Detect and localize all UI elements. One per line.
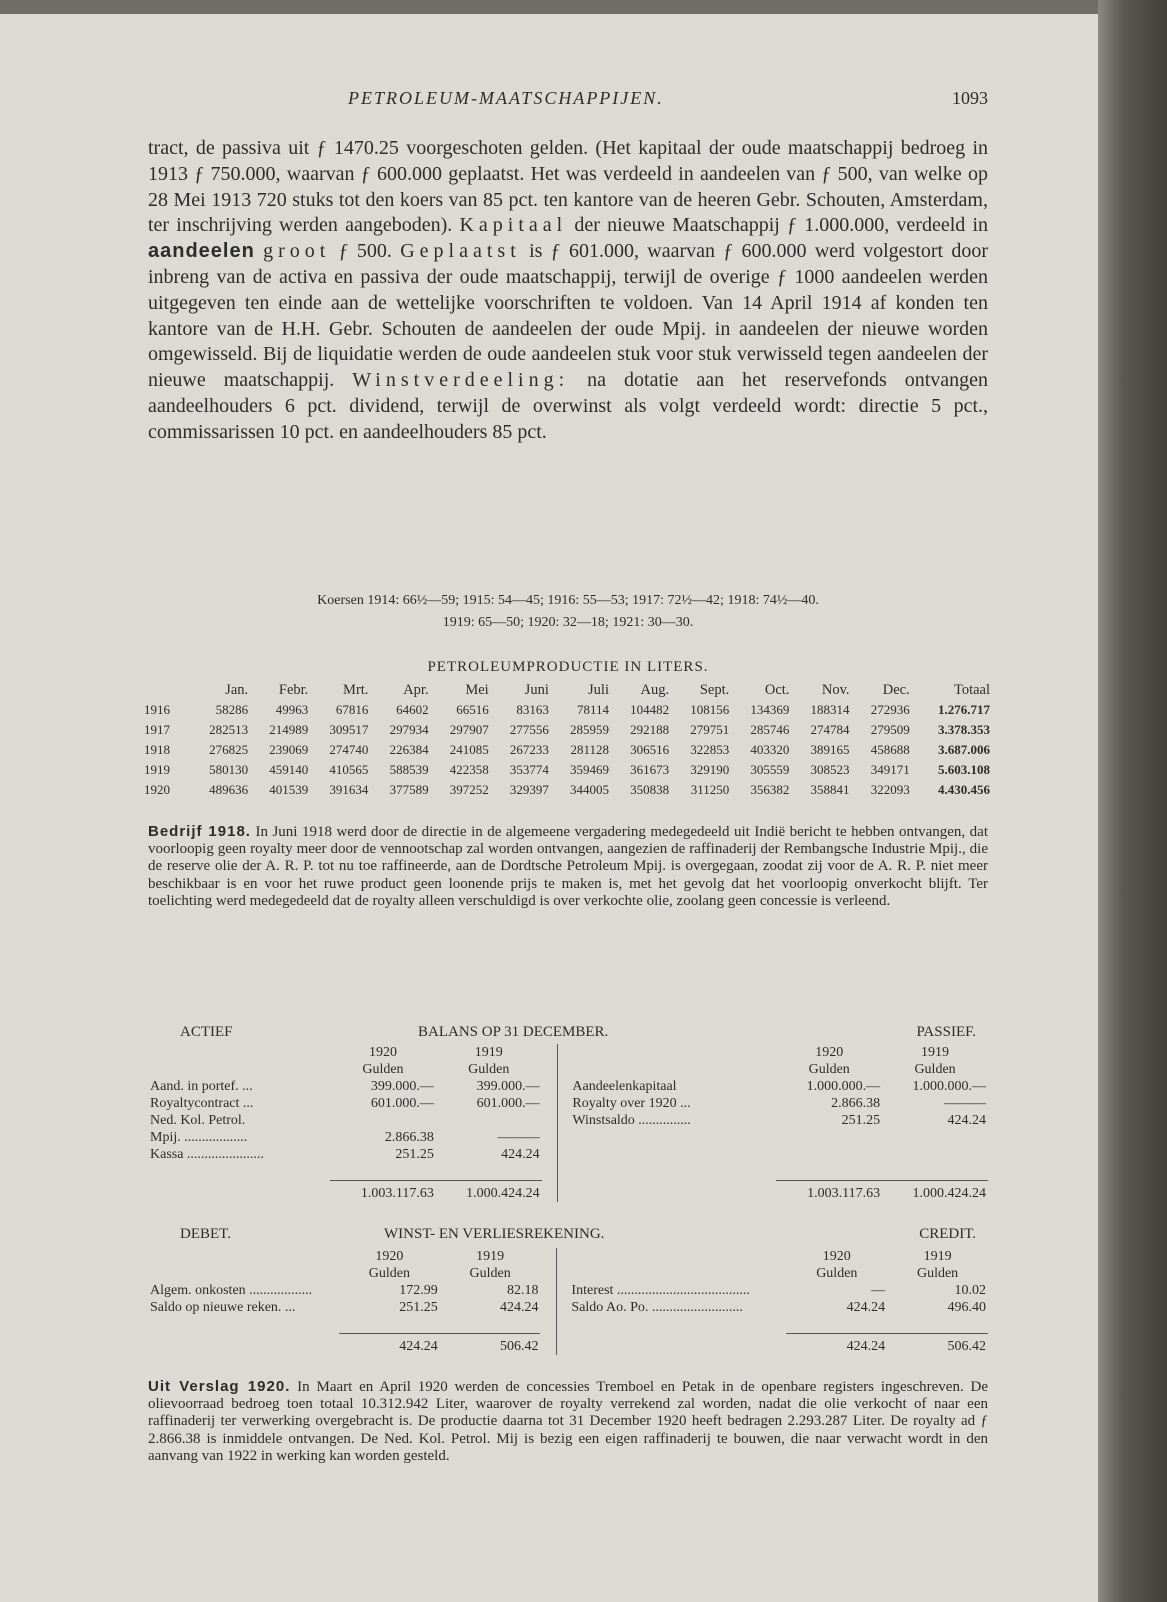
page-top-edge xyxy=(0,0,1098,14)
balans-gap xyxy=(558,1181,571,1203)
production-value: 349171 xyxy=(870,762,910,777)
winst-right-label: Saldo Ao. Po. .......................... xyxy=(571,1299,743,1315)
winst-spacer-cell xyxy=(569,1316,786,1334)
production-col-header: Apr. xyxy=(403,681,429,698)
intro-text-1: tract, de passiva uit ƒ 1470.25 voorgeschoten gelden. (Het kapitaal der oude maatschappij bedroeg in 1913 ƒ 750.000, waarvan ƒ 600.000 geplaatst. Het was verdeeld in aandeelen van ƒ 500, van welke op 28 Mei 1913 720 stuks tot den koers van 85 pct. ten kantore van de heeren Gebr. Schouten, Amsterdam, ter inschrijving werden aangeboden). xyxy=(148,137,988,237)
production-value: 214989 xyxy=(269,722,309,737)
production-col-header: Sept. xyxy=(699,681,730,698)
winst-gap xyxy=(557,1334,570,1356)
balans-year-row xyxy=(148,1044,988,1061)
winst-gap xyxy=(557,1282,570,1299)
production-value: 3.687.006 xyxy=(938,742,990,757)
winst-right-unit-1919: Gulden xyxy=(916,1265,959,1281)
winst-right-total-1920: 424.24 xyxy=(786,1334,887,1356)
winst-credit-label: CREDIT. xyxy=(919,1226,976,1242)
winst-left-label: Algem. onkosten .................. xyxy=(150,1282,313,1298)
balans-left-1919: 424.24 xyxy=(501,1146,540,1162)
production-value: 3.378.353 xyxy=(938,722,990,737)
balans-right-1919: ——— xyxy=(944,1095,986,1111)
balans-gap xyxy=(558,1078,571,1095)
winst-left-total-1919: 506.42 xyxy=(440,1334,541,1356)
production-value: 292188 xyxy=(630,722,670,737)
balans-spacer-cell xyxy=(330,1163,436,1181)
production-value: 104482 xyxy=(630,702,670,717)
balans-heading xyxy=(148,1024,988,1044)
production-value: 403320 xyxy=(750,742,790,757)
balans-right-label: Winstsaldo ............... xyxy=(572,1112,691,1128)
winst-debet-label: DEBET. xyxy=(180,1226,231,1242)
production-col-header: Mrt. xyxy=(343,681,369,698)
production-value: 389165 xyxy=(810,742,850,757)
winst-year-row xyxy=(148,1248,988,1265)
balans-left-unit-1920: Gulden xyxy=(362,1061,404,1077)
production-value: 274740 xyxy=(329,742,369,757)
production-value: 297907 xyxy=(449,722,489,737)
winst-left-1920: 172.99 xyxy=(399,1282,438,1298)
intro-text-5: na dotatie aan het reservefonds ontvangen aandeelhouders 6 pct. dividend, terwijl de overwinst als volgt verdeeld wordt: directie 5 pct., commissarissen 10 pct. en aandeelhouders 85 pct. xyxy=(148,369,989,443)
balans-right-label: Aandeelenkapitaal xyxy=(572,1078,677,1094)
production-value: 361673 xyxy=(630,762,670,777)
production-value: 306516 xyxy=(630,742,670,757)
balans-left-unit-1919: Gulden xyxy=(468,1061,510,1077)
balans-left-year-1919: 1919 xyxy=(474,1044,503,1060)
balans-right-total-1920: 1.003.117.63 xyxy=(776,1181,882,1203)
balans-right-1920: 251.25 xyxy=(841,1112,881,1128)
production-col-header: Jan. xyxy=(225,681,249,698)
winst-divider xyxy=(540,1299,556,1316)
geplaatst-label: Geplaatst xyxy=(400,240,521,263)
production-year: 1918 xyxy=(144,742,170,757)
balans-row xyxy=(148,1095,988,1112)
production-value: 241085 xyxy=(449,742,489,757)
winst-right-1920: 424.24 xyxy=(846,1299,886,1315)
production-value: 108156 xyxy=(690,702,730,717)
production-col-header: Febr. xyxy=(278,681,309,698)
balans-gap xyxy=(558,1163,571,1181)
production-year: 1920 xyxy=(144,782,170,797)
production-value: 1.276.717 xyxy=(938,702,990,717)
intro-paragraph xyxy=(148,136,988,446)
balans-actief-label: ACTIEF xyxy=(180,1024,233,1040)
production-value: 311250 xyxy=(690,782,730,797)
balans-right-1920: 1.000.000.— xyxy=(806,1078,881,1094)
production-value: 285746 xyxy=(750,722,790,737)
winst-left-year-1919: 1919 xyxy=(476,1248,505,1264)
balans-left-1920 xyxy=(330,1112,436,1129)
production-value: 308523 xyxy=(810,762,850,777)
winst-right-label: Interest ...................................... xyxy=(571,1282,750,1298)
winst-right-1919: 496.40 xyxy=(947,1299,986,1315)
balans-left-label: Aand. in portef. ... xyxy=(150,1078,253,1094)
balans-empty-cell xyxy=(776,1129,882,1146)
winst-gap xyxy=(557,1299,570,1316)
production-value: 401539 xyxy=(269,782,309,797)
production-year: 1916 xyxy=(144,702,170,717)
production-value: 329397 xyxy=(509,782,549,797)
production-value: 83163 xyxy=(516,702,549,717)
production-col-header: Totaal xyxy=(953,681,990,698)
production-value: 279509 xyxy=(870,722,910,737)
production-year: 1917 xyxy=(144,722,170,737)
winst-left-1919: 424.24 xyxy=(499,1299,539,1315)
production-value: 391634 xyxy=(329,782,369,797)
balans-left-total-1919: 1.000.424.24 xyxy=(436,1181,542,1203)
production-value: 78114 xyxy=(576,702,609,717)
balans-left-1920: 2.866.38 xyxy=(384,1129,434,1145)
balans-title: BALANS OP 31 DECEMBER. xyxy=(418,1024,609,1040)
intro-text-4: is ƒ 601.000, waarvan ƒ 600.000 werd volgestort door inbreng van de activa en passiva der oude maatschappij, terwijl de overige ƒ 1000 aandeelen werden uitgegeven ten einde aan de wettelijke voorschriften te voldoen. Van 14 April 1914 af konden ten kantore van de H.H. Gebr. Schouten de aandeelen der oude Mpij. in aandeelen der nieuwe worden omgewisseld. Bij de liquidatie werden de oude aandeelen stuk voor stuk verwisseld tegen aandeelen der nieuwe maatschappij. xyxy=(148,240,989,392)
balans-right-year-1919: 1919 xyxy=(921,1044,950,1060)
production-title: PETROLEUMPRODUCTIE IN LITERS. xyxy=(427,659,709,675)
production-value: 329190 xyxy=(690,762,730,777)
winst-spacer-cell xyxy=(786,1316,887,1334)
balans-right-label: Royalty over 1920 ... xyxy=(572,1095,691,1111)
production-header-row xyxy=(144,680,990,700)
koersen-block xyxy=(148,590,988,634)
winst-right-1920: — xyxy=(871,1282,886,1298)
production-value: 377589 xyxy=(389,782,429,797)
production-col-header: Dec. xyxy=(882,681,910,698)
winst-heading xyxy=(148,1226,988,1246)
balans-spacer-cell xyxy=(570,1163,776,1181)
winst-right-1919: 10.02 xyxy=(954,1282,986,1298)
balans-right-unit-1920: Gulden xyxy=(808,1061,850,1077)
winst-left-total-1920: 424.24 xyxy=(339,1334,440,1356)
winst-gap xyxy=(557,1316,570,1334)
balans-right-unit-1919: Gulden xyxy=(914,1061,956,1077)
balans-table xyxy=(148,1044,988,1202)
balans-total-blank xyxy=(570,1181,776,1203)
balans-row xyxy=(148,1078,988,1095)
balans-empty-cell xyxy=(570,1146,776,1163)
winst-row xyxy=(148,1299,988,1316)
balans-spacer-row xyxy=(148,1163,988,1181)
balans-spacer-cell xyxy=(148,1163,330,1181)
winst-divider xyxy=(540,1334,556,1356)
production-col-header: Juli xyxy=(588,681,609,698)
balans-spacer-cell xyxy=(882,1163,988,1181)
balans-left-1919: 399.000.— xyxy=(476,1078,540,1094)
production-col-header: Oct. xyxy=(764,681,790,698)
production-value: 305559 xyxy=(750,762,790,777)
bedrijf-label: Bedrijf 1918. xyxy=(148,823,251,840)
winstverdeeling-label: Winstverdeeling: xyxy=(352,369,570,392)
balans-left-1919: ——— xyxy=(497,1129,540,1145)
production-value: 276825 xyxy=(209,742,249,757)
production-value: 5.603.108 xyxy=(938,762,990,777)
bedrijf-text: In Juni 1918 werd door de directie in de algemeene vergadering medegedeeld uit Indië bericht te hebben ontvangen, dat voorloopig geen royalty meer door de vennootschap zal worden ontvangen, aangezien de raffinaderij der Rembangsche Industrie Mpij., die de reserve olie der A. R. P. tot nu toe raffineerde, aan de Dordtsche Petroleum Mpij. is overgegaan, zoodat zij voor de A. R. P. niet meer beschikbaar is en voor het ruwe product geen loonende prijs te maken is, met het gevolg dat het voorloopig onverkocht blijft. Ter toelichting werd medegedeeld dat de royalty alleen verschuldigd is over verkochte olie, zoolang geen concessie is verleend. xyxy=(148,824,988,909)
production-value: 309517 xyxy=(329,722,369,737)
winst-right-year-1919: 1919 xyxy=(923,1248,952,1264)
balans-left-total-1920: 1.003.117.63 xyxy=(330,1181,436,1203)
balans-row xyxy=(148,1129,988,1146)
balans-divider xyxy=(542,1112,558,1129)
running-header xyxy=(148,88,988,114)
koersen-line-1: Koersen 1914: 66½—59; 1915: 54—45; 1916: 55—53; 1917: 72½—42; 1918: 74½—40. xyxy=(317,593,819,608)
production-value: 49963 xyxy=(275,702,309,717)
balans-right-1919: 424.24 xyxy=(947,1112,986,1128)
production-value: 489636 xyxy=(209,782,249,797)
aandeelen-label: aandeelen xyxy=(148,240,255,263)
production-value: 410565 xyxy=(329,762,369,777)
winst-table xyxy=(148,1248,988,1355)
winst-divider xyxy=(540,1316,556,1334)
balans-spacer-cell xyxy=(776,1163,882,1181)
winst-row xyxy=(148,1282,988,1299)
winst-spacer-cell xyxy=(887,1316,988,1334)
balans-divider xyxy=(542,1095,558,1112)
winst-left-year-1920: 1920 xyxy=(375,1248,404,1264)
intro-text-3: ƒ 500. xyxy=(338,240,392,263)
production-row xyxy=(144,740,990,760)
verslag-text: In Maart en April 1920 werden de concessies Tremboel en Petak in de openbare registers ingeschreven. De olievoorraad bedroeg toen totaal 10.312.942 Liter, waarover de royalty verrekend zal worden, nadat die olie verkocht of naar een raffinaderij ter verwerking overgebracht is. De productie daarna tot 31 December 1920 heeft bedragen 2.293.287 Liter. De royalty ad ƒ 2.866.38 is inmiddele ontvangen. De Ned. Kol. Petrol. Mij is bezig een eigen raffinaderij te bouwen, die naar verwacht wordt in den aanvang van 1922 in werking kan worden gesteld. xyxy=(148,1379,988,1464)
production-corner-cell xyxy=(144,680,188,700)
balans-divider xyxy=(542,1181,558,1203)
production-value: 58286 xyxy=(215,702,249,717)
groot-label: groot xyxy=(263,240,331,263)
production-row xyxy=(144,720,990,740)
balans-right-total-1919: 1.000.424.24 xyxy=(882,1181,988,1203)
winst-left-label: Saldo op nieuwe reken. ... xyxy=(150,1299,296,1315)
production-value: 459140 xyxy=(269,762,309,777)
balans-left-label: Royaltycontract ... xyxy=(150,1095,254,1111)
production-value: 356382 xyxy=(750,782,790,797)
production-value: 281128 xyxy=(570,742,609,757)
production-year: 1919 xyxy=(144,762,170,777)
balans-left-1919 xyxy=(436,1112,542,1129)
balans-divider xyxy=(542,1129,558,1146)
winst-right-total-1919: 506.42 xyxy=(887,1334,988,1356)
verslag-1920-paragraph xyxy=(148,1378,988,1465)
winst-spacer-cell xyxy=(440,1316,541,1334)
winst-left-unit-1920: Gulden xyxy=(368,1265,410,1281)
production-value: 322853 xyxy=(690,742,730,757)
production-value: 272936 xyxy=(870,702,910,717)
page-number: 1093 xyxy=(952,88,988,108)
production-row xyxy=(144,760,990,780)
production-value: 188314 xyxy=(810,702,850,717)
production-value: 588539 xyxy=(389,762,429,777)
production-col-header: Mei xyxy=(465,681,489,698)
winst-spacer-cell xyxy=(339,1316,440,1334)
production-col-header: Aug. xyxy=(640,681,670,698)
running-title: PETROLEUM-MAATSCHAPPIJEN. xyxy=(348,88,664,108)
balans-gap xyxy=(558,1112,571,1129)
production-value: 397252 xyxy=(449,782,489,797)
production-value: 226384 xyxy=(389,742,429,757)
balans-left-1920: 601.000.— xyxy=(370,1095,434,1111)
koersen-line-2: 1919: 65—50; 1920: 32—18; 1921: 30—30. xyxy=(442,615,694,630)
balans-spacer-cell xyxy=(436,1163,542,1181)
production-table xyxy=(144,680,990,800)
production-value: 267233 xyxy=(509,742,549,757)
balans-left-1920: 251.25 xyxy=(395,1146,434,1162)
kapitaal-label: Kapitaal xyxy=(459,214,568,237)
balans-total-row xyxy=(148,1181,988,1203)
production-value: 344005 xyxy=(569,782,609,797)
production-value: 422358 xyxy=(449,762,489,777)
production-value: 353774 xyxy=(509,762,549,777)
balans-left-label: Ned. Kol. Petrol. xyxy=(150,1112,246,1128)
balans-gap xyxy=(558,1146,571,1163)
balans-left-label: Kassa ...................... xyxy=(150,1146,264,1162)
balans-right-1919: 1.000.000.— xyxy=(912,1078,986,1094)
winst-left-1919: 82.18 xyxy=(506,1282,539,1298)
production-value: 277556 xyxy=(509,722,549,737)
production-value: 297934 xyxy=(389,722,429,737)
production-value: 274784 xyxy=(810,722,850,737)
balans-divider xyxy=(542,1146,558,1163)
production-value: 285959 xyxy=(569,722,609,737)
production-row xyxy=(144,700,990,720)
winst-total-row xyxy=(148,1334,988,1356)
balans-gap xyxy=(558,1095,571,1112)
production-value: 4.430.456 xyxy=(938,782,990,797)
production-value: 458688 xyxy=(870,742,910,757)
balans-divider xyxy=(542,1078,558,1095)
winst-left-unit-1919: Gulden xyxy=(469,1265,511,1281)
production-value: 358841 xyxy=(810,782,850,797)
production-value: 239069 xyxy=(269,742,309,757)
production-value: 322093 xyxy=(870,782,910,797)
balans-row xyxy=(148,1146,988,1163)
production-col-header: Juni xyxy=(524,681,549,698)
production-value: 279751 xyxy=(690,722,730,737)
balans-left-year-1920: 1920 xyxy=(368,1044,397,1060)
balans-empty-cell xyxy=(570,1129,776,1146)
production-value: 350838 xyxy=(630,782,670,797)
bedrijf-1918-paragraph xyxy=(148,823,988,910)
production-value: 580130 xyxy=(209,762,249,777)
winst-total-blank xyxy=(148,1334,339,1356)
winst-right-year-1920: 1920 xyxy=(822,1248,851,1264)
balans-empty-cell xyxy=(882,1129,988,1146)
balans-empty-cell xyxy=(776,1146,882,1163)
balans-right-1920: 2.866.38 xyxy=(831,1095,881,1111)
production-value: 66516 xyxy=(456,702,489,717)
balans-row xyxy=(148,1112,988,1129)
winst-right-unit-1920: Gulden xyxy=(816,1265,858,1281)
balans-gap xyxy=(558,1129,571,1146)
winst-total-blank xyxy=(569,1334,786,1356)
production-value: 282513 xyxy=(209,722,249,737)
production-value: 359469 xyxy=(569,762,609,777)
intro-text-2: der nieuwe Maatschappij ƒ 1.000.000, verdeeld in xyxy=(574,214,989,237)
winst-unit-row xyxy=(148,1265,988,1282)
production-value: 64602 xyxy=(396,702,429,717)
balans-left-1920: 399.000.— xyxy=(370,1078,434,1094)
winst-spacer-cell xyxy=(148,1316,339,1334)
production-value: 134369 xyxy=(750,702,790,717)
winst-spacer-row xyxy=(148,1316,988,1334)
balans-divider xyxy=(542,1163,558,1181)
winst-divider xyxy=(540,1282,556,1299)
production-col-header: Nov. xyxy=(821,681,850,698)
winst-title: WINST- EN VERLIESREKENING. xyxy=(384,1226,605,1242)
production-row xyxy=(144,780,990,800)
balans-left-1919: 601.000.— xyxy=(476,1095,540,1111)
balans-total-blank xyxy=(148,1181,330,1203)
book-binding xyxy=(1098,0,1167,1602)
winst-left-1920: 251.25 xyxy=(399,1299,438,1315)
balans-empty-cell xyxy=(882,1146,988,1163)
balans-unit-row xyxy=(148,1061,988,1078)
balans-right-year-1920: 1920 xyxy=(815,1044,844,1060)
balans-passief-label: PASSIEF. xyxy=(916,1024,976,1040)
verslag-label: Uit Verslag 1920. xyxy=(148,1378,291,1395)
balans-left-label: Mpij. .................. xyxy=(150,1129,248,1145)
production-value: 67816 xyxy=(335,702,369,717)
